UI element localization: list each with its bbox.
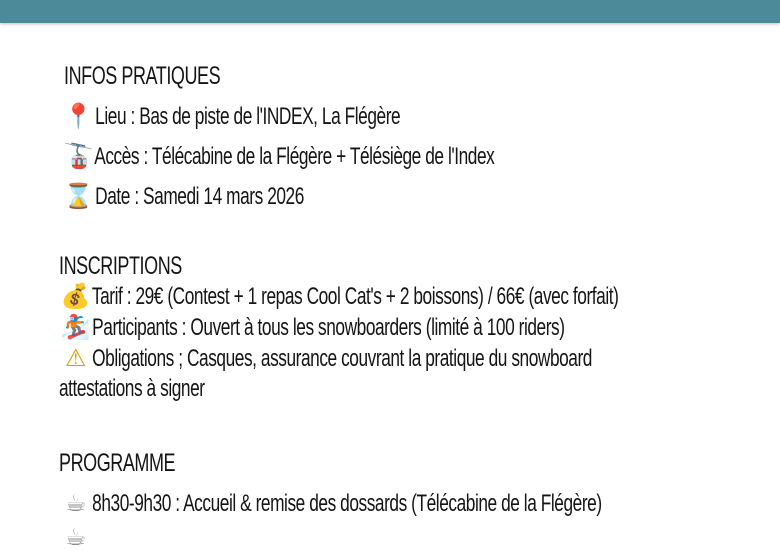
location-line [62,104,400,129]
participants-line [59,315,565,340]
cable-car-icon: 🚡 [63,142,93,170]
participants-text: Participants : Ouvert à tous les snowboarders (limité à 100 riders) [92,314,565,341]
snowboarder-icon: 🏂 [60,313,90,341]
coffee-icon: ☕ [64,523,86,551]
date-line [62,184,304,209]
programme-heading: PROGRAMME [59,449,176,477]
access-line [62,144,494,169]
obligations-text: Obligations ; Casques, assurance couvrant la pratique du snowboard [92,345,592,372]
inscriptions-heading: INSCRIPTIONS [59,252,182,280]
access-text: Accès : Télécabine de la Flégère + Télésiège de l'Index [94,143,495,170]
hourglass-icon: ⌛ [63,182,93,210]
price-line [59,284,618,309]
map-pin-icon: 📍 [63,102,93,130]
programme-second-line-partial [59,523,88,551]
location-text: Lieu : Bas de piste de l'INDEX, La Flégère [95,103,401,130]
programme-first-line [59,491,602,516]
warning-icon: ⚠ [64,344,86,372]
infos-pratiques-heading: INFOS PRATIQUES [64,62,221,90]
date-text: Date : Samedi 14 mars 2026 [95,183,304,210]
price-text: Tarif : 29€ (Contest + 1 repas Cool Cat's + 2 boissons) / 66€ (avec forfait) [91,283,619,310]
money-bag-icon: 💰 [60,282,90,310]
programme-first-text: 8h30-9h30 : Accueil & remise des dossards (Télécabine de la Flégère) [92,490,602,517]
obligations-line [59,346,592,371]
attestations-line: attestations à signer [59,375,205,402]
coffee-icon: ☕ [64,489,86,517]
